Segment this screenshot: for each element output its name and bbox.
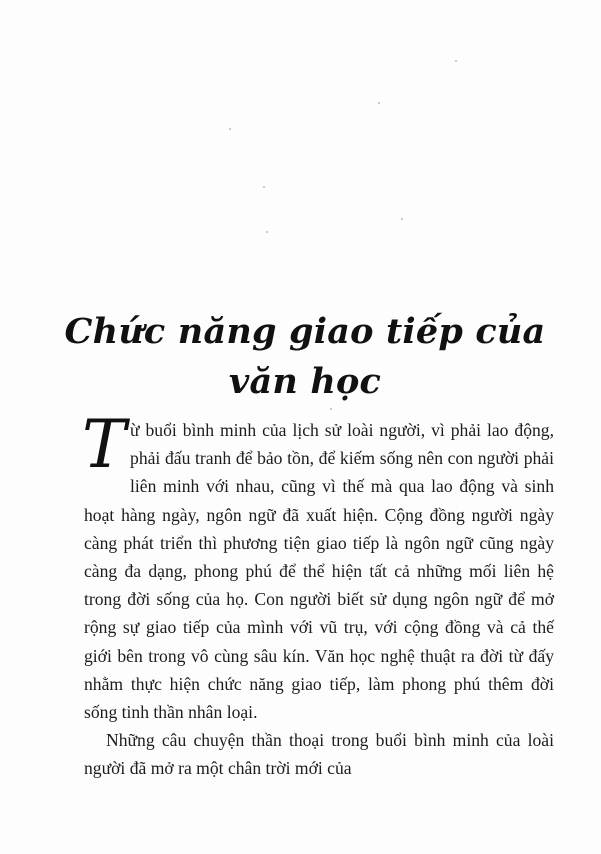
drop-cap: T: [82, 406, 127, 483]
paragraph-second: Những câu chuyện thần thoại trong buổi bình minh của loài người đã mở ra một chân trời mới của: [84, 730, 554, 779]
scan-speck: [401, 218, 403, 220]
paragraph-first: [82, 406, 554, 726]
scan-speck: [266, 231, 268, 233]
chapter-title-line-1: Chức năng giao tiếp của: [64, 311, 546, 353]
scan-speck: [378, 102, 380, 104]
scan-speck: [330, 408, 332, 410]
chapter-title-line-2: văn học: [228, 361, 382, 403]
paragraph-first-text: ừ buổi bình minh của lịch sử loài người, vì phải lao động, phải đấu tranh để bảo tồn, để kiếm sống nên con người phải liên minh với nhau, cũng vì thế mà qua lao động và sinh hoạt hàng ngày, ngôn ngữ đã xuất hiện. Cộng đồng người ngày càng phát triển thì phương tiện giao tiếp là ngôn ngữ cũng ngày càng đa dạng, phong phú để thể hiện tất cả những mối liên hệ trong đời sống của họ. Con người biết sử dụng ngôn ngữ để mở rộng sự giao tiếp của mình với vũ trụ, với cộng đồng và cả thế giới bên trong vô cùng sâu kín. Văn học nghệ thuật ra đời từ đấy nhằm thực hiện chức năng giao tiếp, làm phong phú thêm đời sống tinh thần nhân loại.: [84, 420, 554, 723]
scan-speck: [263, 186, 265, 188]
scan-speck: [455, 60, 457, 62]
scan-speck: [229, 128, 231, 130]
body-text: [82, 406, 554, 783]
chapter-title: [40, 307, 570, 407]
